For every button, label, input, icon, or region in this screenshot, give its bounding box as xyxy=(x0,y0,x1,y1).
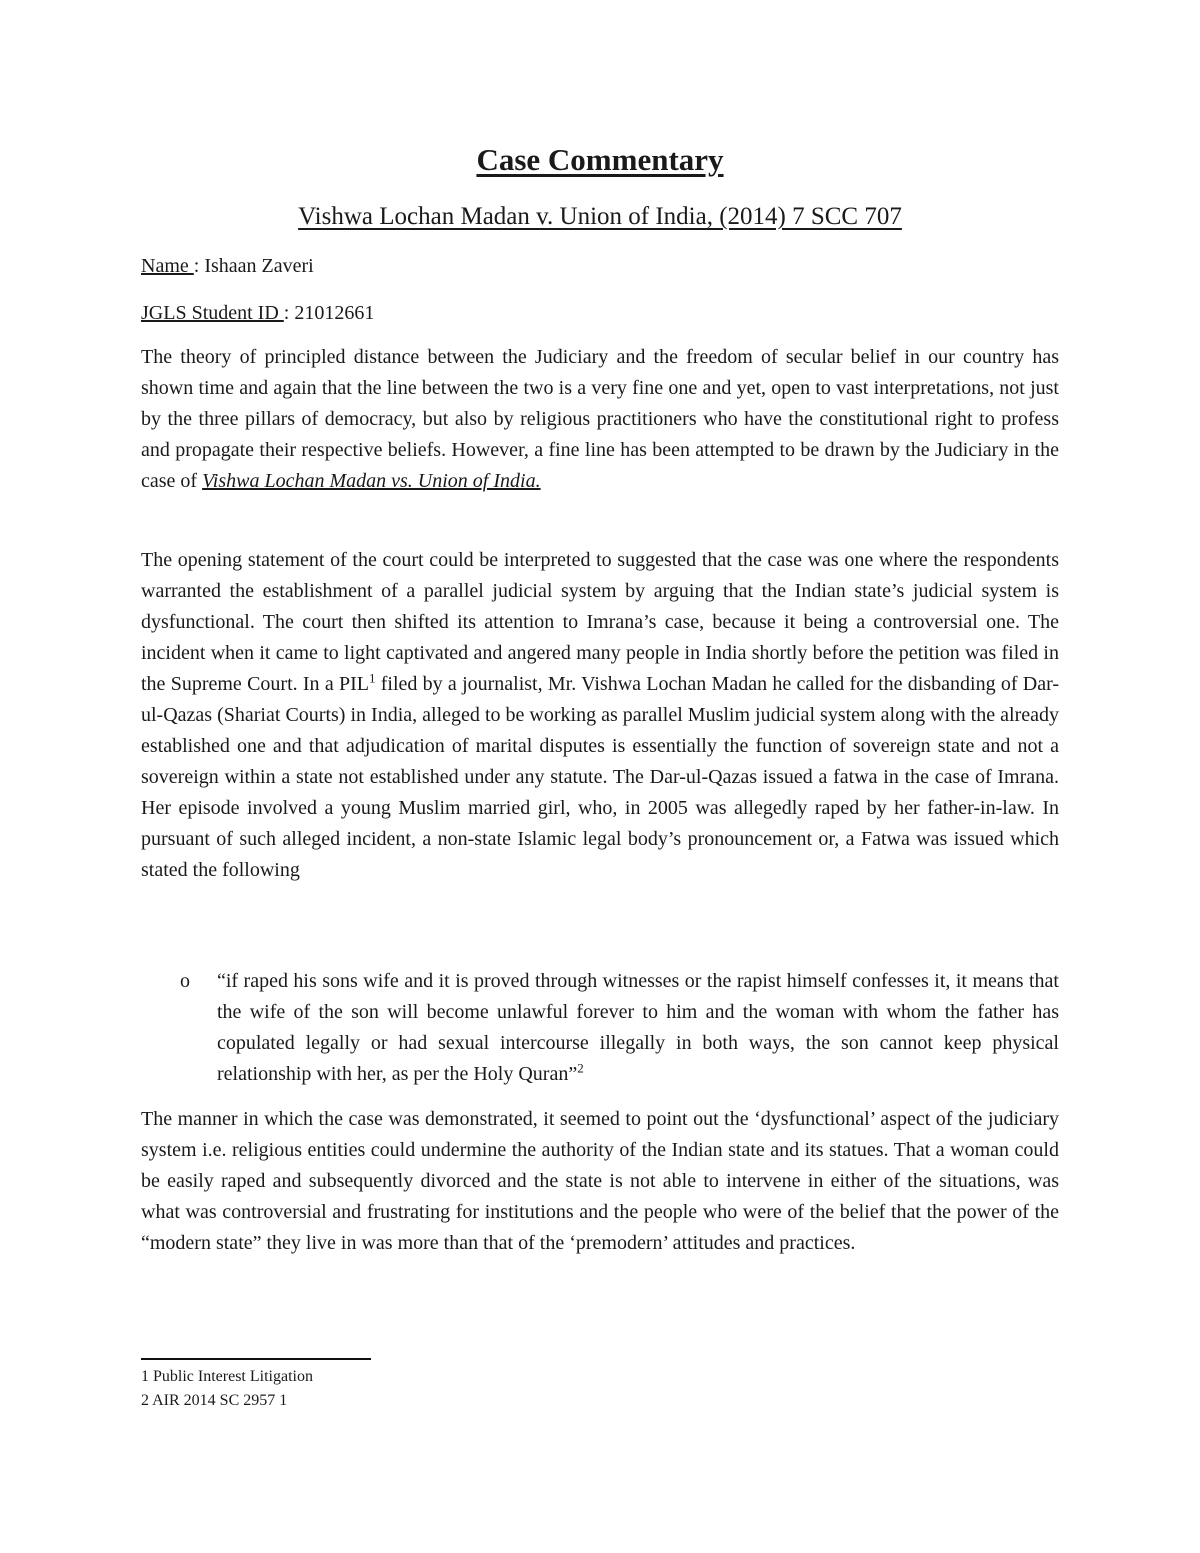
paragraph-3: The manner in which the case was demonstrated, it seemed to point out the ‘dysfunctional’ aspect of the judiciary system i.e. religious entities could undermine the authority of the Indian state and its statues. That a woman could be easily raped and subsequently divorced and the state is not able to intervene in either of the situations, was what was controversial and frustrating for institutions and the people who were of the belief that the power of the “modern state” they live in was more than that of the ‘premodern’ attitudes and practices. xyxy=(141,1108,1059,1254)
name-label: Name xyxy=(141,255,194,277)
footnote-2: 2 AIR 2014 SC 2957 1 xyxy=(141,1392,288,1409)
footnote-1: 1 Public Interest Litigation xyxy=(141,1368,313,1385)
footnote-ref-2: 2 xyxy=(577,1060,584,1076)
student-id-value: 21012661 xyxy=(294,302,375,324)
bullet-marker: o xyxy=(180,970,190,992)
student-id-line xyxy=(141,300,374,326)
document-title: Case Commentary xyxy=(476,142,724,177)
paragraph-1: The theory of principled distance between the Judiciary and the freedom of secular belief in our country has shown time and again that the line between the two is a very fine one and yet, open to vast interpretations, not just by the three pillars of democracy, but also by religious practitioners who have the constitutional right to profess and propagate their respective beliefs. However, a fine line has been attempted to be drawn by the Judiciary in the case of Vishwa Lochan Madan vs. Union of India. xyxy=(141,346,1059,492)
footnote-separator xyxy=(141,1358,371,1360)
paragraph-2: The opening statement of the court could be interpreted to suggested that the case was one where the respondents warranted the establishment of a parallel judicial system by arguing that the Indian state’s judicial system is dysfunctional. The court then shifted its attention to Imrana’s case, because it being a controversial one. The incident when it came to light captivated and angered many people in India shortly before the petition was filed in the Supreme Court. In a PIL$^1$ filed by a journalist, Mr. Vishwa Lochan Madan he called for the disbanding of Dar-ul-Qazas (Shariat Courts) in India, alleged to be working as parallel Muslim judicial system along with the already established one and that adjudication of marital disputes is essentially the function of sovereign state and not a sovereign within a state not established under any statute. The Dar-ul-Qazas issued a fatwa in the case of Imrana. Her episode involved a young Muslim married girl, who, in 2005 was allegedly raped by her father-in-law. In pursuant of such alleged incident, a non-state Islamic legal body’s pronouncement or, a Fatwa was issued which stated the following xyxy=(141,549,1060,881)
case-name-reference: Vishwa Lochan Madan vs. Union of India. xyxy=(202,470,541,492)
footnote-ref-1: 1 xyxy=(368,670,376,686)
student-id-label: JGLS Student ID xyxy=(141,302,284,324)
name-separator: : xyxy=(193,255,205,277)
author-name-line xyxy=(141,253,314,279)
student-id-separator: : xyxy=(283,302,295,324)
case-citation: Vishwa Lochan Madan v. Union of India, (2014) 7 SCC 707 xyxy=(298,203,902,230)
quote-text: “if raped his sons wife and it is proved through witnesses or the rapist himself confesses it, it means that the wife of the son will become unlawful forever to him and the woman with whom the father has copulated legally or had sexual intercourse illegally in both ways, the son cannot keep physical relationship with her, as per the Holy Quran”$^2$ xyxy=(217,970,1059,1085)
name-value: Ishaan Zaveri xyxy=(204,255,314,277)
